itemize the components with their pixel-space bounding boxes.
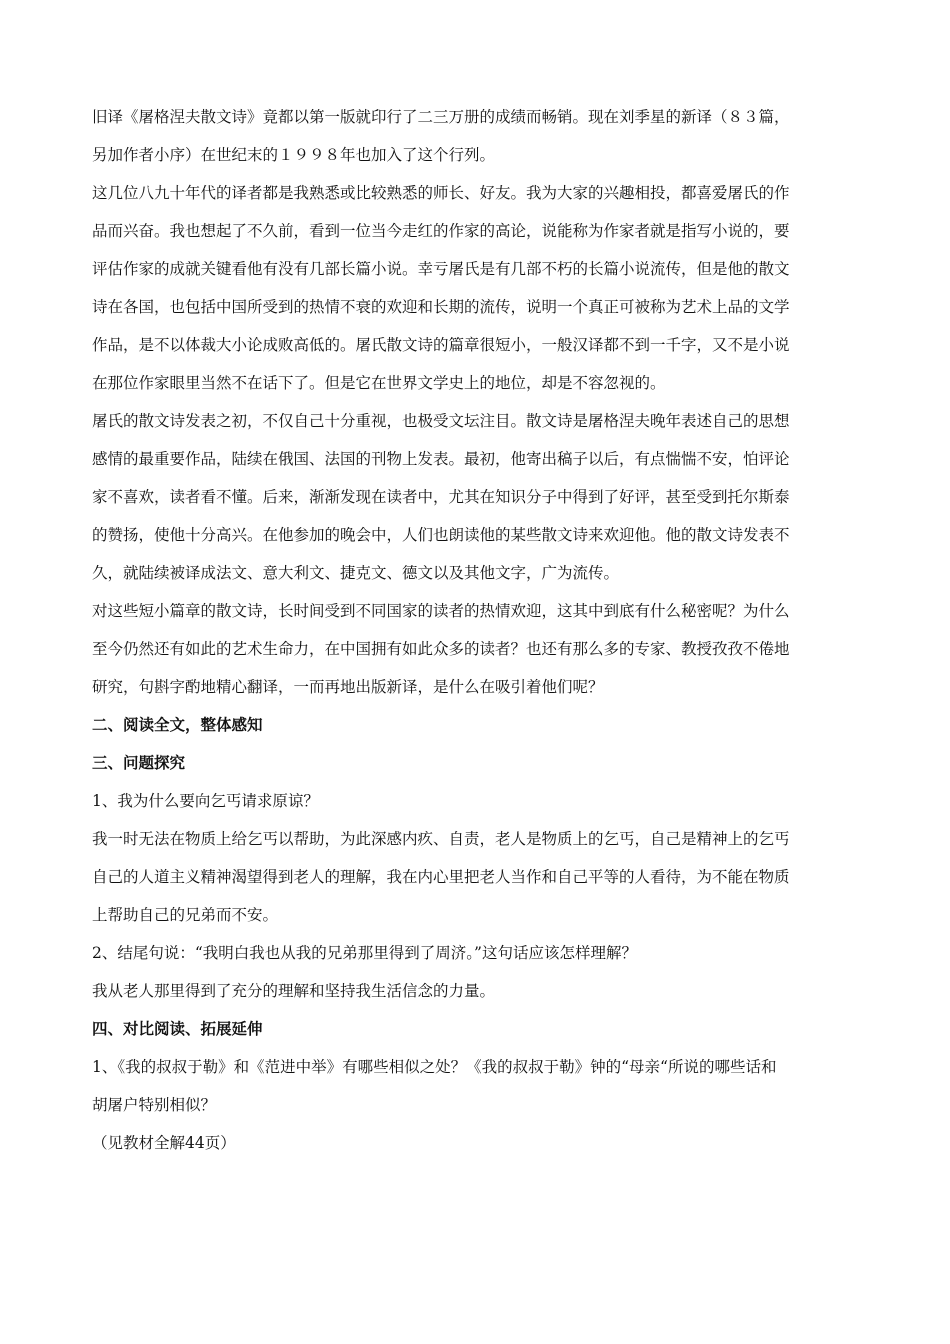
text-line: 感情的最重要作品，陆续在俄国、法国的刊物上发表。最初，他寄出稿子以后，有点惴惴不安，怕评论: [92, 450, 790, 468]
text-line: 久，就陆续被译成法文、意大利文、捷克文、德文以及其他文字，广为流传。: [92, 564, 620, 582]
text-line: 评估作家的成就关键看他有没有几部长篇小说。幸亏屠氏是有几部不朽的长篇小说流传，但是他的散文: [92, 260, 790, 278]
question-line: 1、《我的叔叔于勒》和《范进中举》有哪些相似之处？《我的叔叔于勒》钟的“母亲“所说的哪些话和: [92, 1058, 777, 1076]
text-line: 在那位作家眼里当然不在话下了。但是它在世界文学史上的地位，却是不容忽视的。: [92, 374, 666, 392]
answer-line: 上帮助自己的兄弟而不安。: [92, 906, 279, 924]
text-line: 旧译《屠格涅夫散文诗》竟都以第一版就印行了二三万册的成绩而畅销。现在刘季星的新译（８３篇，: [92, 108, 790, 126]
text-line: 作品，是不以体裁大小论成败高低的。屠氏散文诗的篇章很短小，一般汉译都不到一千字，又不是小说: [92, 336, 790, 354]
section-heading: 四、对比阅读、拓展延伸: [92, 1019, 263, 1038]
document-page: [92, 98, 864, 1162]
question-line: 2、结尾句说：“我明白我也从我的兄弟那里得到了周济。”这句话应该怎样理解？: [92, 944, 637, 962]
text-line: 品而兴奋。我也想起了不久前，看到一位当今走红的作家的高论，说能称为作家者就是指写小说的，要: [92, 222, 790, 240]
text-line: 至今仍然还有如此的艺术生命力，在中国拥有如此众多的读者？也还有那么多的专家、教授孜孜不倦地: [92, 640, 790, 658]
question-line: 1、我为什么要向乞丐请求原谅？: [92, 792, 319, 810]
answer-line: 我一时无法在物质上给乞丐以帮助，为此深感内疚、自责，老人是物质上的乞丐，自己是精神上的乞丐: [92, 830, 790, 848]
text-line: 对这些短小篇章的散文诗，长时间受到不同国家的读者的热情欢迎，这其中到底有什么秘密呢？为什么: [92, 602, 790, 620]
text-line: 家不喜欢，读者看不懂。后来，渐渐发现在读者中，尤其在知识分子中得到了好评，甚至受到托尔斯泰: [92, 488, 790, 506]
section-heading: 二、阅读全文，整体感知: [92, 715, 263, 734]
text-line: 的赞扬，使他十分高兴。在他参加的晚会中，人们也朗读他的某些散文诗来欢迎他。他的散文诗发表不: [92, 526, 790, 544]
text-line: 另加作者小序）在世纪末的１９９８年也加入了这个行列。: [92, 146, 496, 164]
answer-line: 自己的人道主义精神渴望得到老人的理解，我在内心里把老人当作和自己平等的人看待，为不能在物质: [92, 868, 790, 886]
text-line: 屠氏的散文诗发表之初，不仅自己十分重视，也极受文坛注目。散文诗是屠格涅夫晚年表述自己的思想: [92, 412, 790, 430]
reference-note: （见教材全解44页）: [92, 1134, 236, 1152]
text-line: 这几位八九十年代的译者都是我熟悉或比较熟悉的师长、好友。我为大家的兴趣相投，都喜爱屠氏的作: [92, 184, 790, 202]
section-heading: 三、问题探究: [92, 753, 186, 772]
text-line: 诗在各国，也包括中国所受到的热情不衰的欢迎和长期的流传，说明一个真正可被称为艺术上品的文学: [92, 298, 790, 316]
text-line: 研究，句斟字酌地精心翻译，一而再地出版新译，是什么在吸引着他们呢？: [92, 678, 604, 696]
question-line: 胡屠户特别相似？: [92, 1096, 217, 1114]
answer-line: 我从老人那里得到了充分的理解和坚持我生活信念的力量。: [92, 982, 496, 1000]
